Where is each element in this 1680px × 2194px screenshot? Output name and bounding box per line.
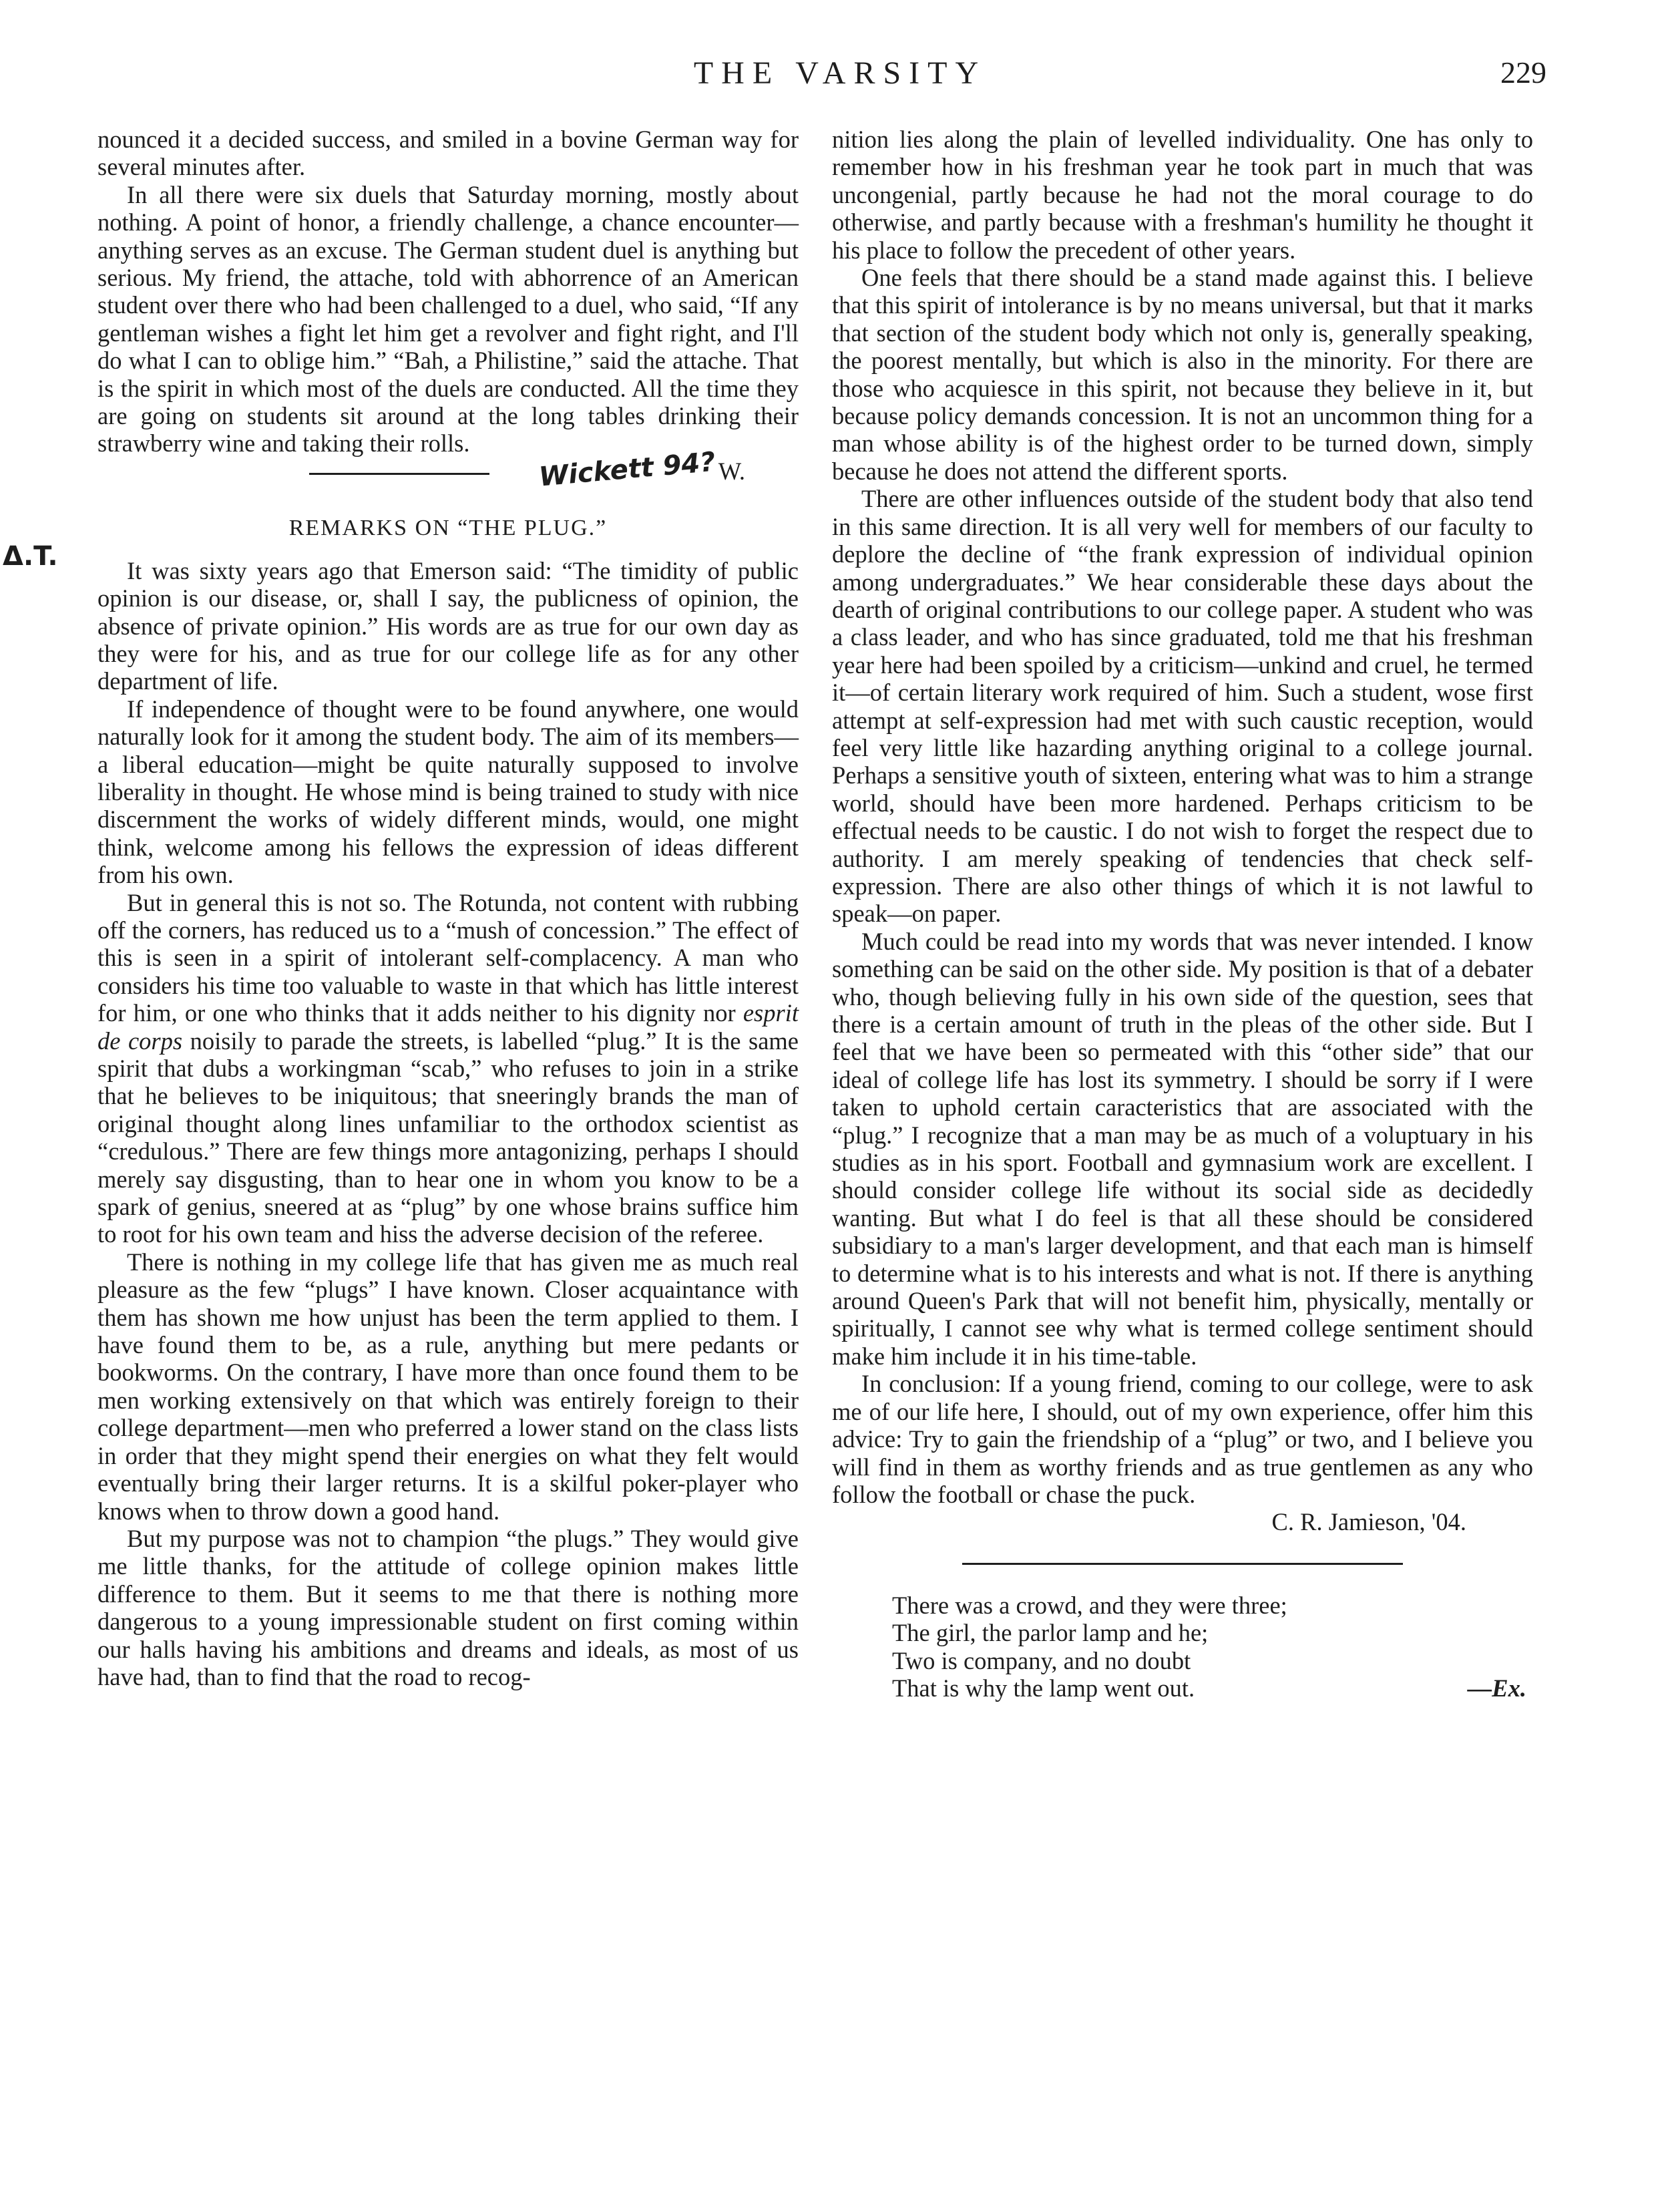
poem-attribution: —Ex.	[1467, 1674, 1526, 1702]
signature-rule	[309, 473, 489, 475]
poem-line: Two is company, and no doubt	[892, 1646, 1191, 1674]
page-number: 229	[1500, 55, 1546, 89]
poem-line-last	[892, 1674, 1533, 1702]
poem-line: The girl, the parlor lamp and he;	[892, 1619, 1209, 1647]
running-title: THE VARSITY	[693, 55, 987, 91]
paragraph-influences: There are other influences outside of the student body that also tend in this same direction. It is all very well for members of our faculty to deplore the decline of “the frank expression of individual opinion among undergraduates.” We hear considerable these days about the dearth of original contributions to our college paper. A student who was a class leader, and who has since graduated, told me that his freshman year here had been spoiled by a criticism—unkind and cruel, he termed it—of certain literary work required of him. Such a student, wose first attempt at self-expression had met with such caustic reception, would feel very little like hazarding anything original to a college journal. Perhaps a sensitive youth of sixteen, entering what was to him a strange world, should have been more hardened. Perhaps criticism to be effectual needs to be caustic. I do not wish to forget the respect due to authority. I am merely speaking of tendencies that check self-expression. There are also other things of which it is not lawful to speak—on paper.	[832, 485, 1533, 928]
paragraph-rotunda	[97, 889, 799, 1248]
paragraph-emerson: It was sixty years ago that Emerson said: “The timidity of public opinion is our disease, or, shall I say, the publicness of opinion, the absence of private opinion.” His words are as true for our own day as they were for his, and as true for our college life as for any other department of life.	[97, 556, 799, 695]
section-divider	[962, 1563, 1403, 1565]
handwritten-margin-note: Δ.T.	[3, 541, 58, 572]
left-column	[97, 126, 799, 1690]
paragraph-duels: In all there were six duels that Saturday morning, mostly about nothing. A point of honor, a friendly challenge, a chance encounter—anything serves as an excuse. The German student duel is anything but serious. My friend, the attache, told with abhorrence of an American student over there who had been challenged to a duel, who said, “If any gentleman wishes a fight let him get a revolver and fight right, and I'll do what I can to oblige him.” “Bah, a Philistine,” said the attache. That is the spirit in which most of the duels are conducted. All the time they are going on students sit around at the long tables drinking their strawberry wine and taking their rolls.	[97, 180, 799, 458]
paragraph-plugs-known: There is nothing in my college life that has given me as much real pleasure as the few “plugs” I have known. Closer acquaintance with them has shown me how unjust has been the term applied to them. I have found them to be, as a rule, anything but mere pedants or bookworms. On the contrary, I have more than once found them to be men working extensively on that which was entirely foreign to their college department—men who preferred a lower stand on the class lists in order that they might spend their energies on what they felt would eventually bring their larger returns. It is a skilful poker-player who knows when to throw down a good hand.	[97, 1248, 799, 1525]
paragraph-continuation: nounced it a decided success, and smiled in a bovine German way for several minutes after.	[97, 126, 799, 181]
article-heading: REMARKS ON “THE PLUG.”	[288, 516, 608, 541]
poem	[892, 1592, 1533, 1702]
paragraph-position: Much could be read into my words that was never intended. I know something can be said on the other side. My position is that of a debater who, though believing fully in his own side of the question, sees that there is a certain amount of truth in the pleas of the other side. But I feel that we have been so permeated with this “other side” that our ideal of college life has lost its symmetry. I should be sorry if I were taken to uphold certain caracteristics that are associated with the “plug.” I recognize that a man may be as much of a voluptuary in his studies as in his sport. Football and gymnasium work are excellent. I should consider college life without its social side as decidedly wanting. But what I do feel is that all these should be considered subsidiary to a man's larger development, and that each man is himself to determine what is to his interests and what is not. If there is anything around Queen's Park that will not benefit him, physically, mentally or spiritually, I cannot see why what is termed college sentiment should make him include it in his time-table.	[832, 927, 1533, 1370]
paragraph-rotunda-text-b: noisily to parade the streets, is labelled “plug.” It is the same spirit that dubs a workingman “scab,” who refuses to join in a strike that he believes to be iniquitous; that sneeringly brands the man of original thought along lines unfamiliar to the orthodox scientist as “credulous.” There are few things more antagonizing, perhaps I should merely say disgusting, than to hear one in whom you know to be a spark of genius, sneered at as “plug” by one whose brains suffice him to root for his own team and hiss the adverse decision of the referee.	[97, 1027, 799, 1248]
italic-phrase: esprit de corps	[97, 999, 799, 1055]
poem-line: There was a crowd, and they were three;	[892, 1591, 1287, 1619]
paragraph-rotunda-text-a: But in general this is not so. The Rotunda, not content with rubbing off the corners, has reduced us to a “mush of concession.” The effect of this is seen in a spirit of intolerant self-complacency. A man who considers his time too valuable to waste in that which has little interest for him, or one who thinks that it adds neither to his dignity nor	[97, 888, 799, 1027]
author-initial: W.	[718, 457, 745, 485]
poem-line-text: That is why the lamp went out.	[892, 1674, 1195, 1702]
paragraph-stand: One feels that there should be a stand made against this. I believe that this spirit of intolerance is by no means universal, but that it marks that section of the student body which not only is, generally speaking, the poorest mentally, but which is also in the minority. For there are those who acquiesce in this spirit, not because they believe in it, but because policy demands concession. It is not an uncommon thing for a man whose ability is of the highest order to be turned down, simply because he does not attend the different sports.	[832, 264, 1533, 485]
author-signature: C. R. Jamieson, '04.	[1271, 1508, 1466, 1536]
right-column	[832, 126, 1533, 1702]
paragraph-purpose: But my purpose was not to champion “the plugs.” They would give me little thanks, for the attitude of college opinion makes little difference to them. But it seems to me that there is nothing more dangerous to a young impressionable student on first coming within our halls having his ambitions and dreams and ideals, as most of us have had, than to find that the road to recog-	[97, 1524, 799, 1690]
paragraph-independence: If independence of thought were to be found anywhere, one would naturally look for it among the student body. The aim of its members—a liberal education—might be quite naturally supposed to involve liberality in thought. He whose mind is being trained to study with nice discernment the works of widely different minds, would, one might think, welcome among his fellows the expression of ideas different from his own.	[97, 695, 799, 889]
paragraph-recognition: nition lies along the plain of levelled individuality. One has only to remember how in his freshman year he took part in much that was uncongenial, partly because he had not the moral courage to do otherwise, and partly because with a freshman's humility he thought it his place to follow the precedent of other years.	[832, 126, 1533, 264]
paragraph-conclusion: In conclusion: If a young friend, coming to our college, were to ask me of our life here, I should, out of my own experience, offer him this advice: Try to gain the friendship of a “plug” or two, and I believe you will find in them as worthy friends and as true gentlemen as any who follow the football or chase the puck.	[832, 1370, 1533, 1508]
handwritten-annotation: Wickett 94?	[538, 446, 717, 493]
article-signature	[97, 446, 799, 493]
